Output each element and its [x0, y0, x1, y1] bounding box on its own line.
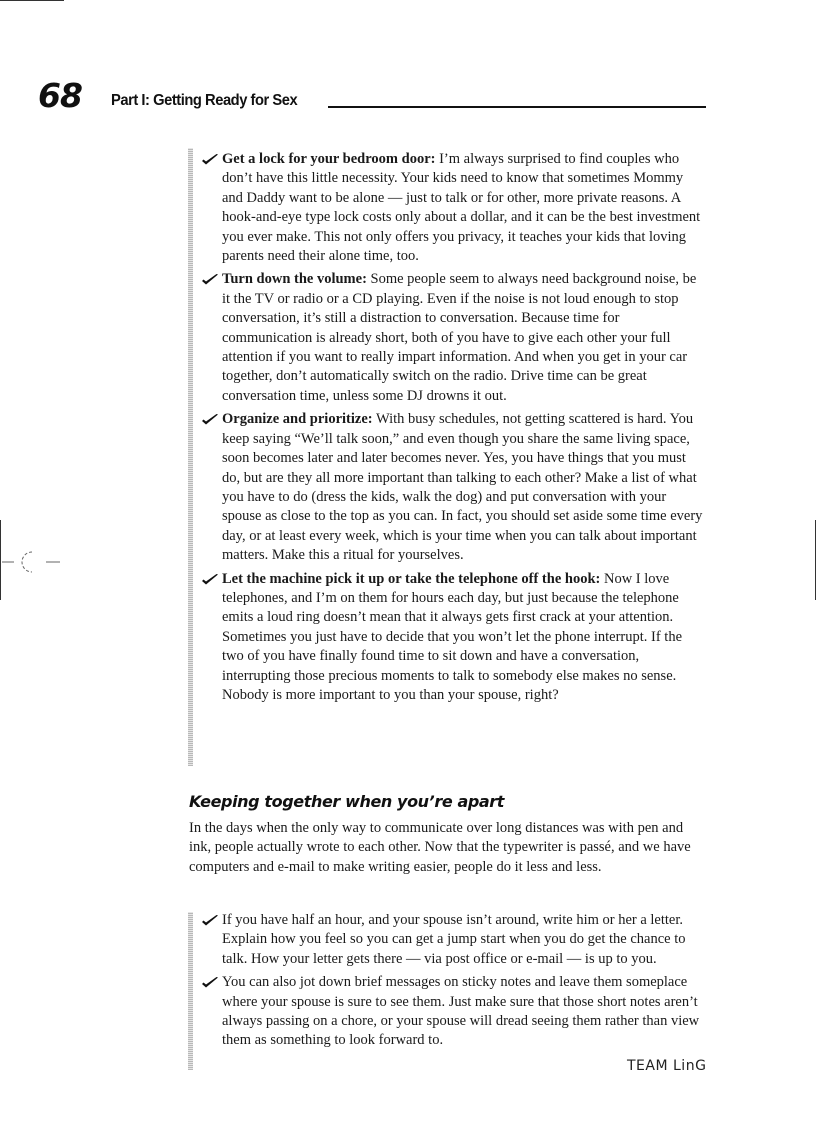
check-mark-icon: [201, 573, 219, 586]
page-number: 68: [38, 76, 82, 115]
bullet-text: Now I love telephones, and I’m on them for hours each day, but just because the telephone emits a loud ring doesn’t mean that it always gets first crack at your attention. Sometimes you just have to decide that you won’t let the phone interrupt. If the two of you have finally found time to sit down and have a conversation, interrupting those precious moments to talk to somebody else makes no sense. Nobody is more important to you than your spouse, right?: [222, 570, 683, 703]
running-head: Part I: Getting Ready for Sex: [111, 92, 298, 109]
body-paragraph: In the days when the only way to communicate over long distances was with pen and ink, people actually wrote to each other. Now that the typewriter is passé, and we have computers and e-mail to make writing easier, people do it less and less.: [189, 820, 691, 875]
bullet-list-bottom: [201, 911, 706, 1055]
bullet-text: Some people seem to always need background noise, be it the TV or radio or a CD playing. Even if the noise is not loud enough to stop conversation, it’s still a distraction to conversation. Because time for communication is already short, both of you have to give each other your full attention if you want to really impart information. And when you get in your car together, don’t automatically switch on the radio. Drive time can be great conversation time, unless some DJ drowns it out.: [222, 271, 697, 404]
bullet-text: If you have half an hour, and your spouse isn’t around, write him or her a letter. Explain how you feel so you can get a jump start when you do get the chance to talk. How your letter gets there — via post office or e-mail — is up to you.: [222, 912, 686, 967]
check-mark-icon: [201, 273, 219, 286]
check-mark-icon: [201, 413, 219, 426]
bullet-item-telephone: [201, 570, 706, 706]
bullet-text: You can also jot down brief messages on sticky notes and leave them someplace where your spouse is sure to see them. Just make sure that those short notes aren’t always passing on a chore, or your spouse will dread seeing them rather than view them as something to look forward to.: [222, 974, 700, 1049]
bullet-text: With busy schedules, not getting scattered is hard. You keep saying “We’ll talk soon,” and even though you share the same living space, soon becomes later and later becomes never. Yes, you have things that you must do, but are they all more important than talking to each other? Make a list of what you have to do (dress the kids, walk the dog) and put conversation with your spouse as close to the top as you can. In fact, you should set aside some time every day, or at least every week, which is your time when you can talk about important matters. Make this a ritual for yourselves.: [222, 411, 703, 564]
registration-mark-icon: [2, 548, 68, 576]
bullet-item-lock: [201, 150, 706, 266]
check-mark-icon: [201, 914, 219, 927]
section-heading: Keeping together when you’re apart: [189, 792, 505, 811]
page-header: [38, 78, 706, 114]
check-mark-icon: [201, 153, 219, 166]
bullet-item-sticky-notes: [201, 973, 706, 1051]
bullet-item-volume: [201, 270, 706, 406]
bullet-lead: Let the machine pick it up or take the telephone off the hook:: [222, 570, 601, 587]
sidebar-bar-top: [188, 148, 193, 766]
bullet-text: I’m always surprised to find couples who don’t have this little necessity. Your kids need to know that sometimes Mommy and Daddy want to be alone — just to talk or for other, more private reasons. A hook-and-eye type lock costs only about a dollar, and it can be the best investment you ever make. This not only offers you privacy, it teaches your kids that loving parents need their alone time, too.: [222, 151, 701, 265]
crop-mark-left: [0, 520, 1, 600]
bullet-lead: Turn down the volume:: [222, 271, 367, 288]
crop-mark-top: [0, 0, 64, 1]
bullet-lead: Organize and prioritize:: [222, 411, 373, 428]
bullet-lead: Get a lock for your bedroom door:: [222, 151, 436, 167]
bullet-item-organize: [201, 410, 706, 565]
watermark-text: TEAM LinG: [627, 1058, 707, 1074]
sidebar-bar-bottom: [188, 912, 193, 1070]
bullet-list-top: [201, 150, 706, 709]
check-mark-icon: [201, 976, 219, 989]
header-rule: [328, 106, 706, 108]
bullet-item-letter: [201, 911, 706, 969]
